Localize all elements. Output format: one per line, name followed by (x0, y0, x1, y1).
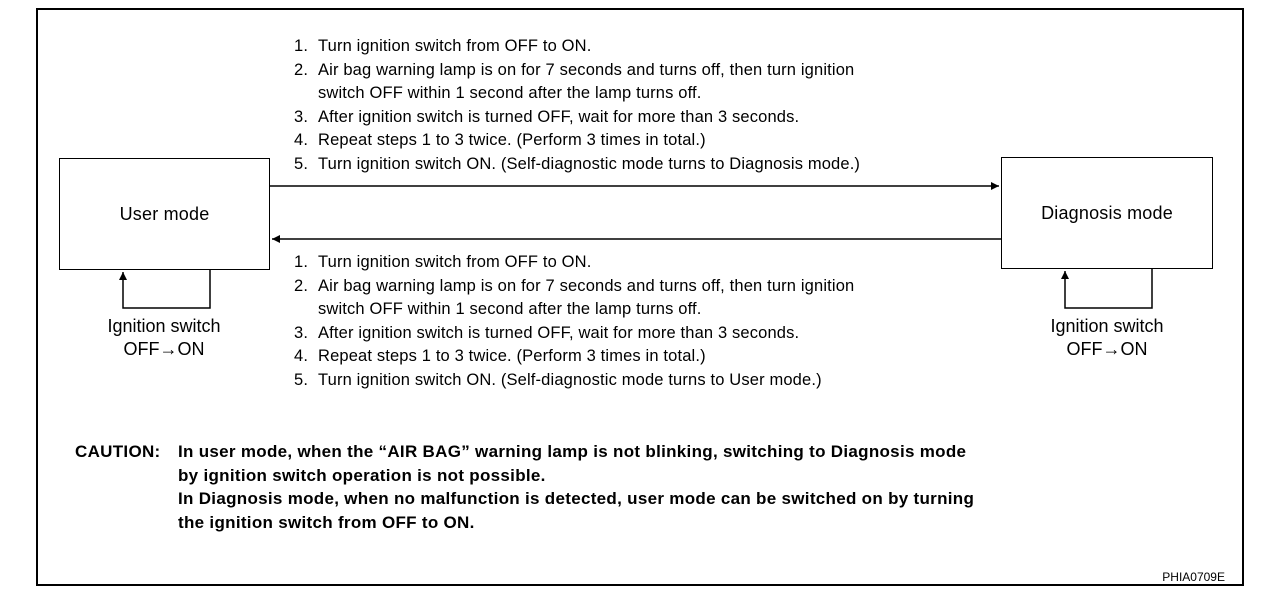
step-number: 4. (294, 347, 309, 366)
step-item (294, 129, 994, 153)
step-item (294, 369, 994, 393)
step-number: 5. (294, 154, 309, 173)
step-number: 5. (294, 370, 309, 389)
step-text: Turn ignition switch from OFF to ON. (318, 253, 592, 271)
caution-line: the ignition switch from OFF to ON. (178, 512, 475, 532)
diagnosis-mode-box (1001, 157, 1213, 269)
loop-diagnosis-mode (1065, 269, 1152, 308)
ignition-label-line1: Ignition switch (107, 316, 221, 336)
step-number: 2. (294, 60, 309, 79)
step-item (294, 345, 994, 369)
diagnosis-mode-label: Diagnosis mode (1041, 202, 1173, 223)
user-mode-label: User mode (119, 203, 210, 224)
step-text: Repeat steps 1 to 3 twice. (Perform 3 times in total.) (318, 131, 706, 150)
step-item (294, 106, 994, 130)
step-number: 3. (294, 107, 309, 126)
user-mode-box (59, 158, 270, 270)
ignition-label-line2: OFF→ON (123, 339, 205, 359)
step-number: 2. (294, 276, 309, 295)
step-text: After ignition switch is turned OFF, wait for more than 3 seconds. (318, 107, 800, 126)
step-text: Air bag warning lamp is on for 7 seconds and turns off, then turn ignition switch OFF within 1 second after the lamp turns off. (318, 60, 855, 103)
step-item (294, 251, 994, 275)
step-item (294, 275, 994, 322)
steps-to-user-list (294, 251, 994, 393)
step-text: Air bag warning lamp is on for 7 seconds and turns off, then turn ignition switch OFF within 1 second after the lamp turns off. (318, 276, 855, 319)
step-number: 3. (294, 323, 309, 342)
step-text: Turn ignition switch ON. (Self-diagnostic mode turns to User mode.) (318, 370, 822, 389)
ignition-label-left (84, 315, 244, 361)
caution-line: by ignition switch operation is not possible. (178, 465, 546, 485)
step-text: After ignition switch is turned OFF, wait for more than 3 seconds. (318, 323, 800, 342)
step-item (294, 59, 994, 106)
ignition-label-right (1027, 315, 1187, 361)
step-text: Turn ignition switch ON. (Self-diagnostic mode turns to Diagnosis mode.) (318, 154, 861, 173)
caution-label: CAUTION: (75, 442, 161, 461)
ignition-label-line1: Ignition switch (1050, 316, 1164, 336)
step-item (294, 35, 994, 59)
caution-text (178, 440, 1158, 534)
figure-code: PHIA0709E (1162, 570, 1225, 584)
step-number: 4. (294, 131, 309, 150)
loop-user-mode (123, 270, 210, 308)
step-item (294, 322, 994, 346)
step-text: Repeat steps 1 to 3 twice. (Perform 3 times in total.) (318, 347, 706, 366)
step-text: Turn ignition switch from OFF to ON. (318, 37, 592, 55)
step-item (294, 153, 994, 177)
step-number: 1. (294, 253, 309, 271)
step-number: 1. (294, 37, 309, 55)
steps-to-diagnosis-list (294, 35, 994, 177)
ignition-label-line2: OFF→ON (1066, 339, 1148, 359)
caution-line: In user mode, when the “AIR BAG” warning lamp is not blinking, switching to Diagnosis mode (178, 442, 967, 461)
caution-line: In Diagnosis mode, when no malfunction is detected, user mode can be switched on by turning (178, 489, 975, 508)
